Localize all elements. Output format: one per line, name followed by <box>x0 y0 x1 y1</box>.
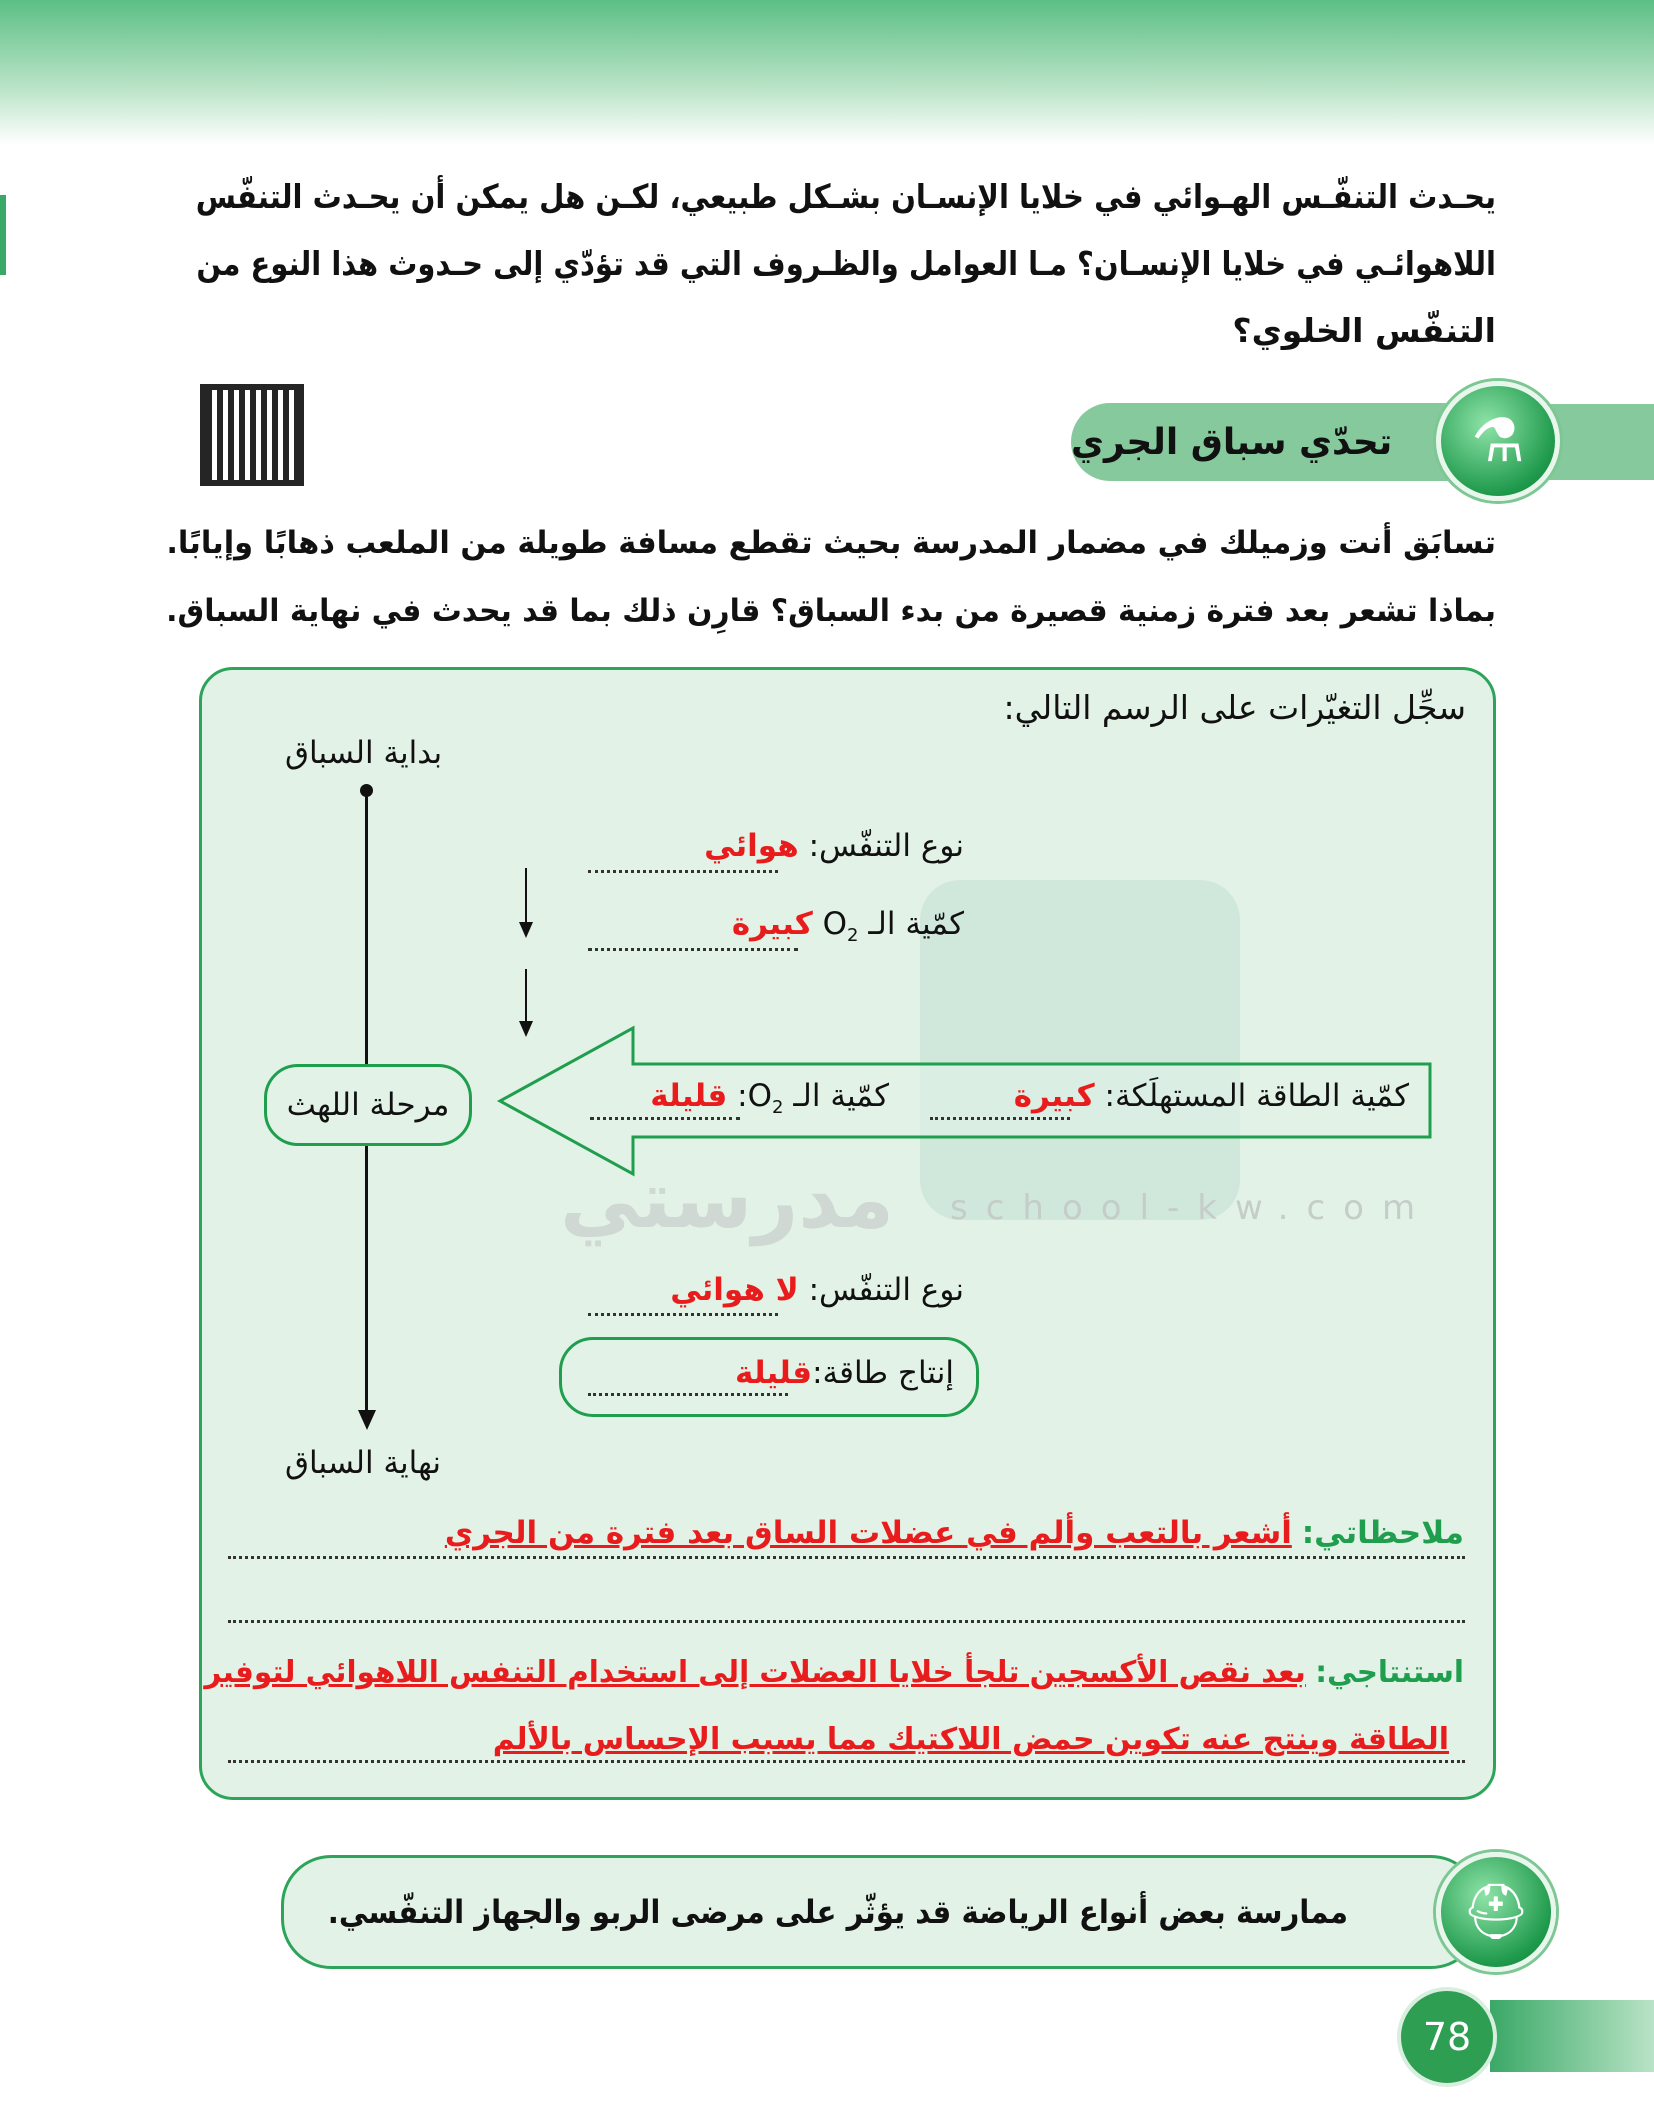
o2-subscript: 2 <box>772 1097 784 1119</box>
o2-answer-1: كبيرة <box>731 906 813 942</box>
down-arrow-icon <box>525 969 527 1027</box>
o2-answer-2: قليلة <box>650 1078 728 1114</box>
race-start-label: بداية السباق <box>285 735 443 771</box>
page-band <box>1490 2000 1654 2072</box>
answer-line <box>588 948 798 951</box>
o2-label: كمّية الـ O <box>822 906 964 942</box>
energy-consumed-label: كمّية الطاقة المستهلَكة: <box>1104 1078 1409 1114</box>
intro-line: يحـدث التنفّـس الهـوائي في خلايا الإنسـان بشـكل طبيعي، لكـن هل يمكن أن يحـدث التنفّس <box>195 177 1496 216</box>
energy-prod-label: إنتاج طاقة: <box>812 1355 954 1391</box>
notes-label: ملاحظاتي: <box>1301 1515 1464 1551</box>
top-band <box>0 0 1654 145</box>
page-number <box>1397 1987 1497 2087</box>
timeline-start-dot <box>360 784 373 797</box>
energy-consumed-answer: كبيرة <box>1013 1078 1095 1114</box>
down-arrow-head <box>519 922 533 938</box>
resp-type-label: نوع التنفّس: <box>808 1272 964 1308</box>
resp-type-answer-2: لا هوائي <box>670 1272 799 1308</box>
down-arrow-icon <box>525 868 527 928</box>
answer-line <box>930 1117 1070 1120</box>
athlete-icon: ⛑ <box>1436 1852 1556 1972</box>
notes-answer: أشعر بالتعب وألم في عضلات الساق بعد فترة من الجري <box>444 1515 1292 1551</box>
o2-subscript: 2 <box>847 925 859 947</box>
timeline-arrow-icon <box>358 1410 376 1430</box>
flask-icon: ⚗ <box>1436 381 1560 501</box>
task-line: تسابَق أنت وزميلك في مضمار المدرسة بحيث تقطع مسافة طويلة من الملعب ذهابًا وإيابًا. <box>166 525 1496 561</box>
tip-text: ممارسة بعض أنواع الرياضة قد يؤثّر على مرضى الربو والجهاز التنفّسي. <box>327 1893 1348 1931</box>
task-line: بماذا تشعر بعد فترة زمنية قصيرة من بدء السباق؟ قارِن ذلك بما قد يحدث في نهاية السباق. <box>166 593 1496 629</box>
section-title <box>1071 403 1491 481</box>
energy-prod-answer: قليلة <box>735 1355 813 1391</box>
o2-label: كمّية الـ O <box>747 1078 889 1114</box>
page-number-text: 78 <box>1422 2015 1472 2059</box>
panting-stage-box <box>264 1064 472 1146</box>
answer-line <box>590 1117 740 1120</box>
resp-type-answer-1: هوائي <box>704 828 799 864</box>
conclusion-label: استنتاجي: <box>1315 1655 1464 1690</box>
margin-marker <box>0 195 6 275</box>
panting-stage-label: مرحلة اللهث <box>286 1087 450 1123</box>
notes-line <box>228 1556 1465 1559</box>
watermark-url: school-kw.com <box>950 1188 1434 1228</box>
answer-line <box>588 1393 788 1396</box>
notes-line <box>228 1620 1465 1623</box>
race-end-label: نهاية السباق <box>285 1445 442 1481</box>
watermark-name: مدرستي <box>560 1153 895 1246</box>
answer-line <box>588 870 778 873</box>
conclusion-line <box>228 1760 1465 1763</box>
intro-paragraph <box>196 163 1496 364</box>
conclusion-answer-line1: بعد نقص الأكسجين تلجأ خلايا العضلات إلى استخدام التنفس اللاهوائي لتوفير <box>204 1655 1306 1690</box>
intro-line: اللاهوائـي في خلايا الإنسـان؟ مـا العوامل والظـروف التي قد تؤدّي إلى حـدوث هذا النوع من <box>196 244 1496 283</box>
instruction: سجِّل التغيّرات على الرسم التالي: <box>1003 688 1466 727</box>
intro-line: التنفّس الخلوي؟ <box>1232 311 1496 350</box>
qr-code[interactable] <box>200 384 304 486</box>
section-title-text: تحدّي سباق الجري <box>1071 421 1393 463</box>
conclusion-answer-line2: الطاقة وينتج عنه تكوين حمض اللاكتيك مما يسبب الإحساس بالألم <box>492 1722 1449 1757</box>
answer-line <box>588 1313 778 1316</box>
tip-box <box>281 1855 1481 1969</box>
resp-type-label: نوع التنفّس: <box>808 828 964 864</box>
